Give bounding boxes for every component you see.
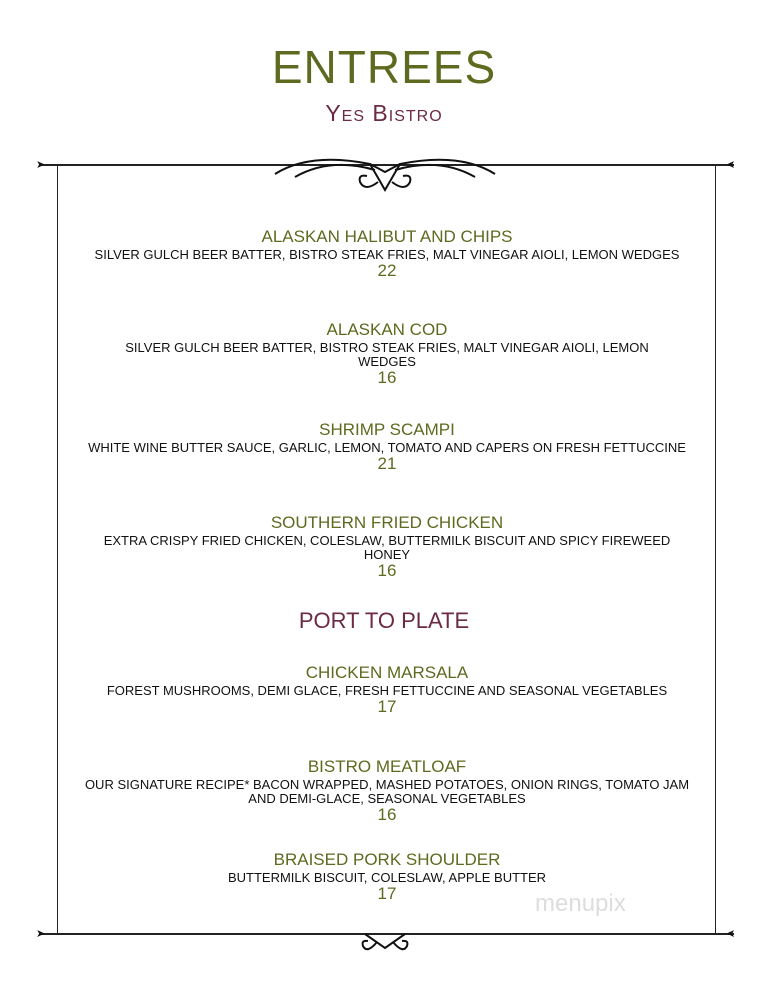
arrow-icon: ➤ [726, 159, 736, 171]
item-description: BUTTERMILK BISCUIT, COLESLAW, APPLE BUTTER [227, 870, 547, 885]
item-name: BISTRO MEATLOAF [307, 757, 467, 776]
menu-item [70, 320, 704, 386]
item-description: OUR SIGNATURE RECIPE* BACON WRAPPED, MASHED POTATOES, ONION RINGS, TOMATO JAM AND DEMI-GLACE, SEASONAL VEGETABLES [84, 777, 690, 806]
right-border [715, 166, 716, 934]
flourish-ornament-icon [270, 152, 500, 197]
item-description: FOREST MUSHROOMS, DEMI GLACE, FRESH FETTUCCINE AND SEASONAL VEGETABLES [106, 683, 668, 698]
arrow-icon: ➤ [726, 928, 736, 940]
arrow-icon: ➤ [36, 159, 46, 171]
item-name: ALASKAN HALIBUT AND CHIPS [261, 227, 513, 246]
item-name: SOUTHERN FRIED CHICKEN [270, 513, 504, 532]
item-description: WHITE WINE BUTTER SAUCE, GARLIC, LEMON, TOMATO AND CAPERS ON FRESH FETTUCCINE [88, 440, 686, 455]
left-border [57, 166, 58, 934]
item-price: 16 [377, 805, 397, 824]
item-price: 22 [377, 261, 397, 280]
restaurant-name: Yes Bistro [325, 100, 443, 126]
item-name: ALASKAN COD [326, 320, 448, 339]
item-price: 17 [377, 884, 397, 903]
section-heading: PORT TO PLATE [298, 608, 470, 633]
page-title: ENTREES [271, 41, 497, 93]
flourish-ornament-icon [355, 932, 415, 954]
item-price: 17 [377, 697, 397, 716]
item-price: 21 [377, 454, 397, 473]
menu-item [70, 757, 704, 823]
item-description: EXTRA CRISPY FRIED CHICKEN, COLESLAW, BUTTERMILK BISCUIT AND SPICY FIREWEED HONEY [103, 533, 671, 562]
menu-item [70, 227, 704, 279]
item-price: 16 [377, 561, 397, 580]
item-name: SHRIMP SCAMPI [319, 420, 455, 439]
menu-item [70, 420, 704, 472]
arrow-icon: ➤ [36, 928, 46, 940]
item-name: CHICKEN MARSALA [305, 663, 469, 682]
item-price: 16 [377, 368, 397, 387]
watermark: menupix [535, 890, 626, 917]
menu-item [70, 513, 704, 579]
item-description: SILVER GULCH BEER BATTER, BISTRO STEAK FRIES, MALT VINEGAR AIOLI, LEMON WEDGES [94, 247, 680, 262]
menu-item [70, 663, 704, 715]
item-description: SILVER GULCH BEER BATTER, BISTRO STEAK FRIES, MALT VINEGAR AIOLI, LEMON WEDGES [125, 340, 649, 369]
item-name: BRAISED PORK SHOULDER [273, 850, 501, 869]
